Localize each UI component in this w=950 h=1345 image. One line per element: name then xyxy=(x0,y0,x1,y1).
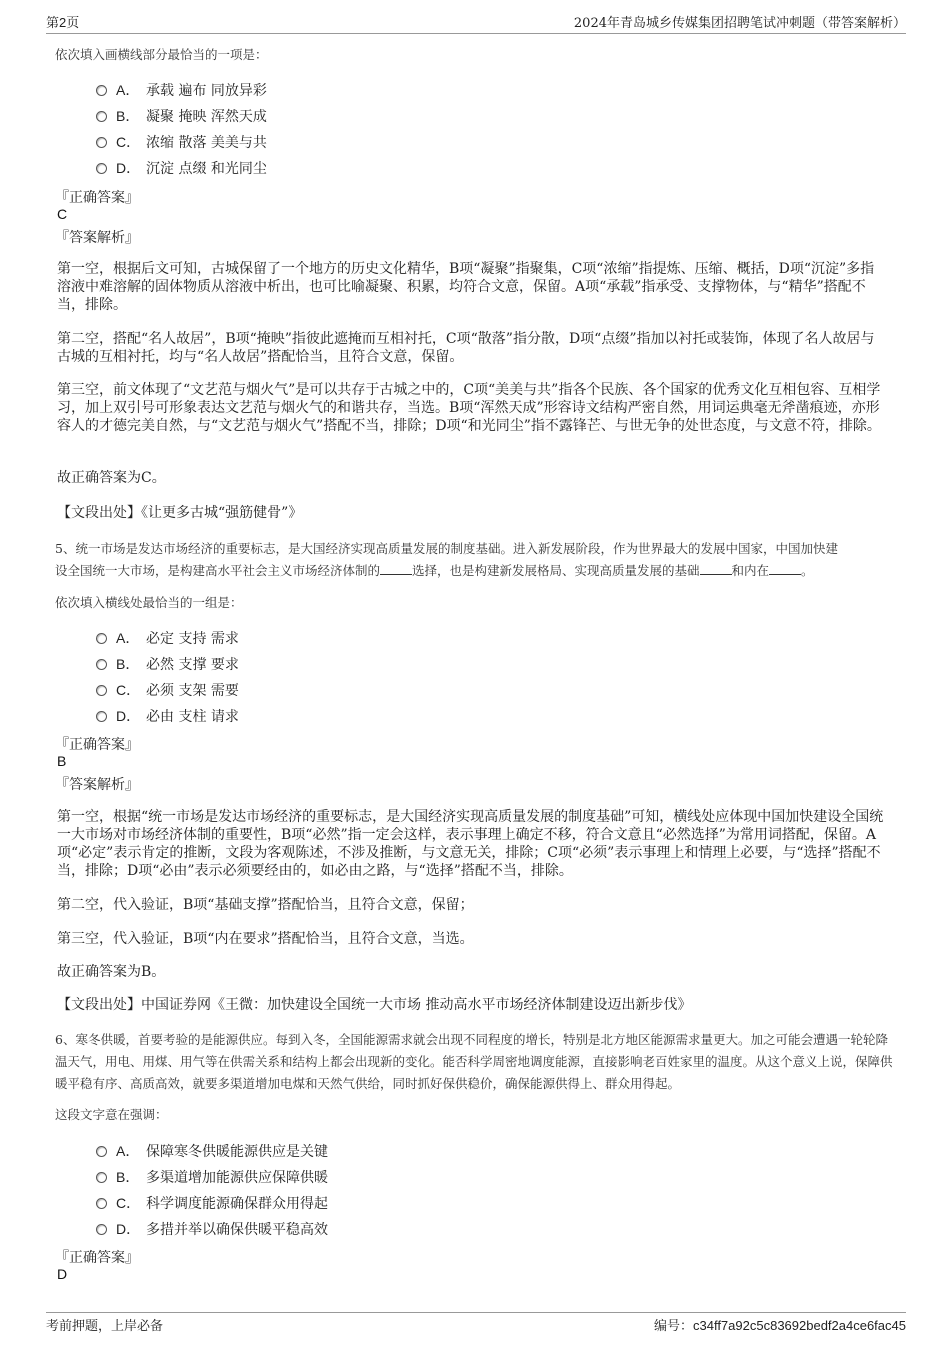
blank-3 xyxy=(769,562,801,575)
q4-option-d[interactable]: D． 沉淀 点缀 和光同尘 xyxy=(96,158,267,178)
q6-option-d[interactable]: D． 多措并举以确保供暖平稳高效 xyxy=(96,1219,328,1239)
q5-option-d[interactable]: D． 必由 支柱 请求 xyxy=(96,706,239,726)
document-title: 2024年青岛城乡传媒集团招聘笔试冲刺题（带答案解析） xyxy=(573,16,906,31)
q4-analysis-label: 『答案解析』 xyxy=(55,230,139,246)
radio-icon[interactable] xyxy=(96,1172,107,1183)
q6-option-c[interactable]: C． 科学调度能源确保群众用得起 xyxy=(96,1193,328,1213)
q4-answer-label: 『正确答案』 xyxy=(55,190,139,206)
q5-analysis-label: 『答案解析』 xyxy=(55,777,139,793)
radio-icon[interactable] xyxy=(96,137,107,148)
q4-source: 【文段出处】《让更多古城“强筋健骨”》 xyxy=(57,505,303,521)
q6-stem: 6、寒冬供暖，首要考验的是能源供应。每到入冬，全国能源需求就会出现不同程度的增长，特别是北方地区能源需求量更大。加之可能会遭遇一轮轮降温天气，用电、用煤、用气等在供需关系和结构上都会出现新的变化。能否科学周密地调度能源，直接影响老百姓家里的温度。从这个意义上说，保障供暖平稳有序、高质高效，就要多渠道增加电煤和天然气供给，同时抓好保供稳价，确保能源供得上、群众用得起。 xyxy=(55,1032,893,1091)
q4-option-c[interactable]: C． 浓缩 散落 美美与共 xyxy=(96,132,267,152)
q4-option-a[interactable]: A． 承载 遍布 同放异彩 xyxy=(96,80,267,100)
q5-option-c[interactable]: C． 必须 支架 需要 xyxy=(96,680,239,700)
q4-option-b[interactable]: B． 凝聚 掩映 浑然天成 xyxy=(96,106,267,126)
radio-icon[interactable] xyxy=(96,1198,107,1209)
q4-analysis-paragraph-2: 第二空，搭配“名人故居”，B项“掩映”指彼此遮掩而互相衬托，C项“散落”指分散，D项“点缀”指加以衬托或装饰，体现了名人故居与古城的互相衬托，均与“名人故居”搭配恰当，且符合文意，保留。 xyxy=(57,331,875,365)
page-header xyxy=(46,0,906,34)
q6-answer: D xyxy=(57,1266,68,1282)
radio-icon[interactable] xyxy=(96,633,107,644)
q5-analysis-paragraph-2: 第二空，代入验证，B项“基础支撑”搭配恰当，且符合文意，保留； xyxy=(57,897,474,913)
q4-analysis-paragraph-1: 第一空，根据后文可知，古城保留了一个地方的历史文化精华，B项“凝聚”指聚集，C项“浓缩”指提炼、压缩、概括，D项“沉淀”多指溶液中难溶解的固体物质从溶液中析出，也可比喻凝聚、积累，均符合文意，保留。A项“承载”指承受、支撑物体，与“精华”搭配不当，排除。 xyxy=(57,261,875,313)
page-number: 第2页 xyxy=(46,15,80,30)
q5-answer-label: 『正确答案』 xyxy=(55,737,139,753)
radio-icon[interactable] xyxy=(96,1224,107,1235)
q4-conclusion: 故正确答案为C。 xyxy=(57,470,166,486)
q5-source: 【文段出处】中国证券网《王微：加快建设全国统一大市场 推动高水平市场经济体制建设迈出新步伐》 xyxy=(57,997,692,1013)
q6-prompt: 这段文字意在强调： xyxy=(55,1107,168,1122)
document-code: 编号：c34ff7a92c5c83692bedf2a4ce6fac45 xyxy=(653,1318,906,1333)
radio-icon[interactable] xyxy=(96,1146,107,1157)
footer-slogan: 考前押题，上岸必备 xyxy=(46,1319,164,1334)
q5-stem: 5、统一市场是发达市场经济的重要标志，是大国经济实现高质量发展的制度基础。进入新发展阶段，作为世界最大的发展中国家，中国加快建 设全国统一大市场，是构建高水平社会主义市场经济体制的 选择，也是构建新发展格局、实现高质量发展的基础 和内在 。 xyxy=(55,541,838,578)
q4-analysis-paragraph-3: 第三空，前文体现了“文艺范与烟火气”是可以共存于古城之中的，C项“美美与共”指各个民族、各个国家的优秀文化互相包容、互相学习，加上双引号可形象表达文艺范与烟火气的和谐共存，当选。B项“浑然天成”形容诗文结构严密自然，用词运典毫无斧凿痕迹，亦形容人的才德完美自然，与“文艺范与烟火气”搭配不当，排除；D项“和光同尘”指不露锋芒、与世无争的处世态度，与文意不符，排除。 xyxy=(57,382,881,434)
q6-option-b[interactable]: B． 多渠道增加能源供应保障供暖 xyxy=(96,1167,328,1187)
radio-icon[interactable] xyxy=(96,163,107,174)
q5-analysis-paragraph-3: 第三空，代入验证，B项“内在要求”搭配恰当，且符合文意，当选。 xyxy=(57,931,474,947)
q4-answer: C xyxy=(57,206,68,222)
q5-answer: B xyxy=(57,753,67,769)
radio-icon[interactable] xyxy=(96,659,107,670)
q6-option-a[interactable]: A． 保障寒冬供暖能源供应是关键 xyxy=(96,1141,328,1161)
radio-icon[interactable] xyxy=(96,685,107,696)
page-footer xyxy=(46,1312,906,1343)
radio-icon[interactable] xyxy=(96,111,107,122)
blank-1 xyxy=(380,562,412,575)
q5-option-b[interactable]: B． 必然 支撑 要求 xyxy=(96,654,239,674)
q5-prompt: 依次填入横线处最恰当的一组是： xyxy=(55,595,243,610)
q5-conclusion: 故正确答案为B。 xyxy=(57,964,166,980)
q5-analysis-paragraph-1: 第一空，根据“统一市场是发达市场经济的重要标志，是大国经济实现高质量发展的制度基础”可知，横线处应体现中国加快建设全国统一大市场对市场经济体制的重要性，B项“必然”指一定会这样，表示事理上确定不移，符合文意且“必然选择”为常用词搭配，保留。A项“必定”表示肯定的推断，文段为客观陈述，不涉及推断，与文意无关，排除；C项“必须”表示事理上和情理上必要，与“选择”搭配不当，排除；D项“必由”表示必须要经由的，如必由之路，与“选择”搭配不当，排除。 xyxy=(57,809,884,879)
blank-2 xyxy=(700,562,732,575)
radio-icon[interactable] xyxy=(96,711,107,722)
q4-prompt: 依次填入画横线部分最恰当的一项是： xyxy=(55,47,268,62)
q6-answer-label: 『正确答案』 xyxy=(55,1250,139,1266)
q5-option-a[interactable]: A． 必定 支持 需求 xyxy=(96,628,239,648)
radio-icon[interactable] xyxy=(96,85,107,96)
